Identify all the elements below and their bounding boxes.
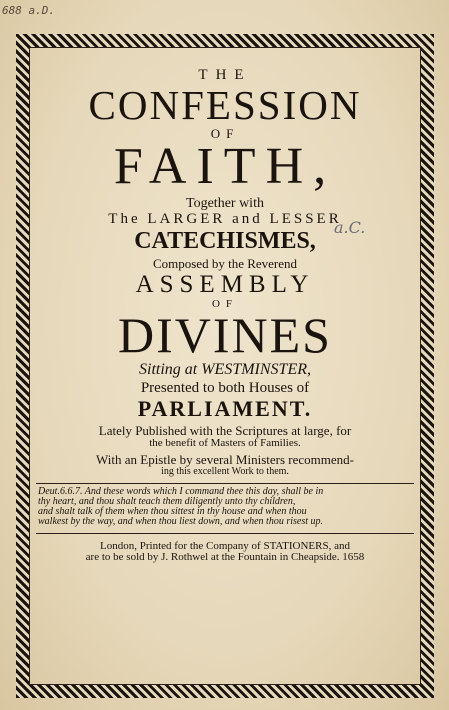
title-confession: CONFESSION bbox=[88, 82, 362, 128]
manuscript-note-top: 688 a.D. bbox=[2, 4, 55, 17]
title-presented: Presented to both Houses of bbox=[140, 380, 310, 396]
deut-line-4: walkest by the way, and when thou liest down, and when thou risest up. bbox=[38, 516, 323, 527]
title-of-2: OF bbox=[211, 298, 239, 310]
imprint bbox=[32, 541, 418, 563]
imprint-line-1: London, Printed for the Company of STATIONERS, and bbox=[100, 540, 350, 552]
title-benefit: the benefit of Masters of Families. bbox=[149, 437, 301, 449]
imprint-line-2: are to be sold by J. Rothwel at the Fountain in Cheapside. 1658 bbox=[85, 551, 365, 563]
deut-line-3: and shalt talk of them when thou sittest in thy house and when thou bbox=[38, 506, 307, 517]
title-composed: Composed by the Reverend bbox=[152, 256, 298, 271]
title-parliament: PARLIAMENT. bbox=[137, 396, 313, 421]
title-the: THE bbox=[198, 67, 252, 83]
deut-line-1: Deut.6.6.7. And these words which I command thee this day, shall be in bbox=[38, 486, 324, 497]
title-sitting: Sitting at WESTMINSTER, bbox=[139, 361, 311, 378]
deut-line-2: thy heart, and thou shalt teach them diligently unto thy children, bbox=[38, 496, 296, 507]
title-of-1: OF bbox=[210, 126, 240, 141]
title-epistle: With an Epistle by several Ministers recommend- bbox=[96, 452, 354, 467]
divider-bottom bbox=[36, 533, 414, 534]
title-divines: DIVINES bbox=[118, 307, 332, 363]
divider-top bbox=[36, 483, 414, 484]
manuscript-note-side: a.C. bbox=[334, 218, 366, 237]
scripture-quote bbox=[32, 487, 418, 527]
title-together: Together with bbox=[186, 196, 264, 211]
title-assembly: ASSEMBLY bbox=[135, 271, 315, 298]
title-larger-lesser: The LARGER and LESSER bbox=[108, 211, 342, 227]
title-block bbox=[32, 52, 418, 563]
title-excellent: ing this excellent Work to them. bbox=[161, 466, 289, 477]
title-faith: FAITH, bbox=[113, 138, 337, 195]
title-lately: Lately Published with the Scriptures at large, for bbox=[98, 423, 352, 438]
title-catechismes: CATECHISMES, bbox=[134, 228, 316, 254]
